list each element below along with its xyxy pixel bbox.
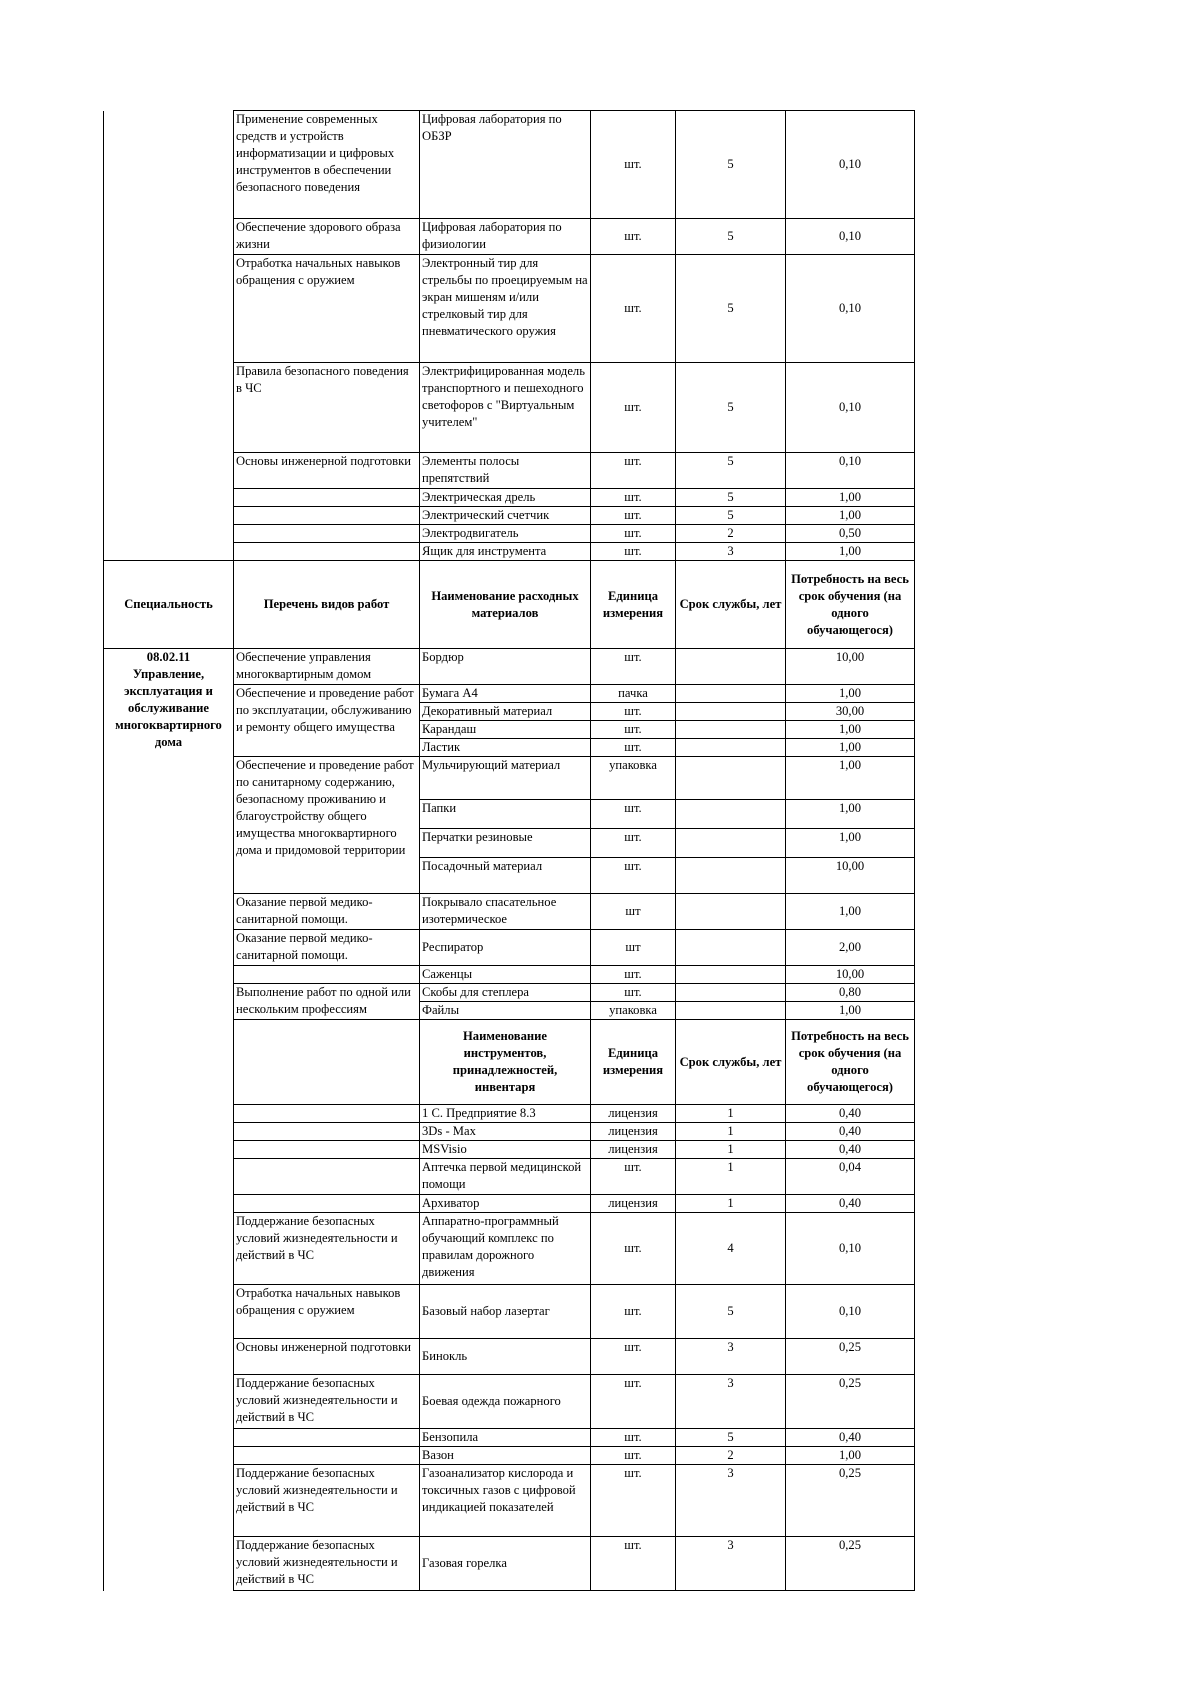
unit-cell: шт. — [591, 543, 676, 561]
item-cell: Электродвигатель — [420, 525, 591, 543]
life-cell — [676, 984, 786, 1002]
need-cell: 1,00 — [786, 739, 915, 757]
need-cell: 1,00 — [786, 543, 915, 561]
unit-cell: шт. — [591, 966, 676, 984]
need-cell: 0,10 — [786, 453, 915, 489]
unit-cell: шт. — [591, 984, 676, 1002]
work-cell: Правила безопасного поведения в ЧС — [234, 363, 420, 453]
unit-cell: шт. — [591, 858, 676, 894]
life-cell — [676, 829, 786, 858]
item-cell: 1 С. Предприятие 8.3 — [420, 1105, 591, 1123]
item-cell: Цифровая лаборатория по ОБЗР — [420, 111, 591, 219]
table-header-row — [104, 561, 915, 649]
header-tools-name: Наименование инструментов, принадлежностей, инвентаря — [420, 1020, 591, 1105]
life-cell: 5 — [676, 219, 786, 255]
work-cell: Оказание первой медико-санитарной помощи. — [234, 930, 420, 966]
work-cell: Обеспечение управления многоквартирным домом — [234, 649, 420, 685]
need-cell: 0,10 — [786, 1285, 915, 1339]
unit-cell: шт. — [591, 489, 676, 507]
work-cell: Отработка начальных навыков обращения с оружием — [234, 1285, 420, 1339]
need-cell: 0,25 — [786, 1465, 915, 1537]
item-cell: Декоративный материал — [420, 703, 591, 721]
work-cell — [234, 1195, 420, 1213]
item-cell: Ящик для инструмента — [420, 543, 591, 561]
item-cell: Перчатки резиновые — [420, 829, 591, 858]
item-cell: Электронный тир для стрельбы по проецируемым на экран мишеням и/или стрелковый тир для пневматического оружия — [420, 255, 591, 363]
work-cell — [234, 507, 420, 525]
unit-cell: шт — [591, 930, 676, 966]
work-cell — [234, 1159, 420, 1195]
need-cell: 0,10 — [786, 363, 915, 453]
work-cell — [234, 1123, 420, 1141]
item-cell: Бордюр — [420, 649, 591, 685]
item-cell: Покрывало спасательное изотермическое — [420, 894, 591, 930]
need-cell: 1,00 — [786, 757, 915, 800]
unit-cell: шт. — [591, 649, 676, 685]
item-cell: Боевая одежда пожарного — [420, 1375, 591, 1429]
work-cell — [234, 1429, 420, 1447]
item-cell: 3Ds - Max — [420, 1123, 591, 1141]
life-cell: 3 — [676, 1339, 786, 1375]
life-cell — [676, 800, 786, 829]
item-cell: Электрический счетчик — [420, 507, 591, 525]
unit-cell: лицензия — [591, 1105, 676, 1123]
life-cell — [676, 685, 786, 703]
need-cell: 1,00 — [786, 1447, 915, 1465]
life-cell: 5 — [676, 507, 786, 525]
life-cell — [676, 649, 786, 685]
work-cell: Выполнение работ по одной или нескольким профессиям — [234, 984, 420, 1020]
need-cell: 0,80 — [786, 984, 915, 1002]
item-cell: MSVisio — [420, 1141, 591, 1159]
unit-cell: шт. — [591, 829, 676, 858]
unit-cell: шт. — [591, 1159, 676, 1195]
unit-cell: шт. — [591, 703, 676, 721]
life-cell: 2 — [676, 1447, 786, 1465]
work-cell: Обеспечение и проведение работ по эксплуатации, обслуживанию и ремонту общего имущества — [234, 685, 420, 757]
life-cell — [676, 858, 786, 894]
need-cell: 1,00 — [786, 685, 915, 703]
life-cell: 5 — [676, 363, 786, 453]
item-cell: Цифровая лаборатория по физиологии — [420, 219, 591, 255]
equipment-table — [103, 110, 915, 1591]
need-cell: 0,40 — [786, 1141, 915, 1159]
work-cell — [234, 489, 420, 507]
item-cell: Архиватор — [420, 1195, 591, 1213]
item-cell: Посадочный материал — [420, 858, 591, 894]
unit-cell: шт. — [591, 1213, 676, 1285]
unit-cell: упаковка — [591, 757, 676, 800]
unit-cell: шт. — [591, 255, 676, 363]
item-cell: Базовый набор лазертаг — [420, 1285, 591, 1339]
work-cell — [234, 543, 420, 561]
unit-cell: шт. — [591, 219, 676, 255]
need-cell: 0,25 — [786, 1537, 915, 1591]
need-cell: 1,00 — [786, 489, 915, 507]
need-cell: 0,10 — [786, 1213, 915, 1285]
work-cell: Основы инженерной подготовки — [234, 453, 420, 489]
header-specialty: Специальность — [104, 561, 234, 649]
item-cell: Бинокль — [420, 1339, 591, 1375]
work-cell — [234, 1447, 420, 1465]
need-cell: 0,40 — [786, 1123, 915, 1141]
life-cell: 5 — [676, 489, 786, 507]
life-cell: 1 — [676, 1123, 786, 1141]
need-cell: 1,00 — [786, 829, 915, 858]
need-cell: 0,40 — [786, 1105, 915, 1123]
specialty-cell-empty — [104, 111, 234, 561]
item-cell: Аптечка первой медицинской помощи — [420, 1159, 591, 1195]
header-need: Потребность на весь срок обучения (на одного обучающегося) — [786, 561, 915, 649]
work-cell-empty — [234, 966, 420, 984]
item-cell: Электрическая дрель — [420, 489, 591, 507]
header-works-empty — [234, 1020, 420, 1105]
need-cell: 0,50 — [786, 525, 915, 543]
unit-cell: пачка — [591, 685, 676, 703]
item-cell: Саженцы — [420, 966, 591, 984]
life-cell — [676, 703, 786, 721]
life-cell — [676, 966, 786, 984]
unit-cell: шт — [591, 894, 676, 930]
need-cell: 10,00 — [786, 858, 915, 894]
work-cell: Оказание первой медико-санитарной помощи. — [234, 894, 420, 930]
table-row — [104, 111, 915, 219]
life-cell: 3 — [676, 1375, 786, 1429]
need-cell: 0,10 — [786, 219, 915, 255]
life-cell: 4 — [676, 1213, 786, 1285]
need-cell: 0,25 — [786, 1339, 915, 1375]
need-cell: 10,00 — [786, 966, 915, 984]
need-cell: 0,10 — [786, 255, 915, 363]
item-cell: Карандаш — [420, 721, 591, 739]
life-cell: 5 — [676, 111, 786, 219]
item-cell: Ластик — [420, 739, 591, 757]
item-cell: Газовая горелка — [420, 1537, 591, 1591]
life-cell: 1 — [676, 1159, 786, 1195]
unit-cell: шт. — [591, 525, 676, 543]
unit-cell: шт. — [591, 721, 676, 739]
unit-cell: шт. — [591, 1375, 676, 1429]
work-cell: Применение современных средств и устройств информатизации и цифровых инструментов в обеспечении безопасного поведения — [234, 111, 420, 219]
need-cell: 0,04 — [786, 1159, 915, 1195]
life-cell — [676, 757, 786, 800]
work-cell: Обеспечение и проведение работ по санитарному содержанию, безопасному проживанию и благоустройству общего имущества многоквартирного дома и придомовой территории — [234, 757, 420, 894]
work-cell: Поддержание безопасных условий жизнедеятельности и действий в ЧС — [234, 1375, 420, 1429]
work-cell: Поддержание безопасных условий жизнедеятельности и действий в ЧС — [234, 1465, 420, 1537]
table-row — [104, 649, 915, 685]
life-cell: 5 — [676, 255, 786, 363]
specialty-name: Управление, эксплуатация и обслуживание многоквартирного дома — [115, 667, 222, 749]
item-cell: Элементы полосы препятствий — [420, 453, 591, 489]
need-cell: 0,10 — [786, 111, 915, 219]
work-cell: Основы инженерной подготовки — [234, 1339, 420, 1375]
life-cell: 2 — [676, 525, 786, 543]
unit-cell: лицензия — [591, 1123, 676, 1141]
unit-cell: шт. — [591, 111, 676, 219]
item-cell: Электрифицированная модель транспортного и пешеходного светофоров с "Виртуальным учителем" — [420, 363, 591, 453]
specialty-code: 08.02.11 — [146, 650, 191, 664]
work-cell: Обеспечение здорового образа жизни — [234, 219, 420, 255]
life-cell: 5 — [676, 1285, 786, 1339]
unit-cell: шт. — [591, 363, 676, 453]
work-cell: Отработка начальных навыков обращения с оружием — [234, 255, 420, 363]
need-cell: 0,25 — [786, 1375, 915, 1429]
work-cell — [234, 525, 420, 543]
need-cell: 1,00 — [786, 894, 915, 930]
header-life: Срок службы, лет — [676, 1020, 786, 1105]
header-life: Срок службы, лет — [676, 561, 786, 649]
specialty-cell — [104, 649, 234, 1591]
header-consumables-name: Наименование расходных материалов — [420, 561, 591, 649]
header-need: Потребность на весь срок обучения (на одного обучающегося) — [786, 1020, 915, 1105]
unit-cell: шт. — [591, 1447, 676, 1465]
item-cell: Папки — [420, 800, 591, 829]
unit-cell: шт. — [591, 1339, 676, 1375]
life-cell — [676, 739, 786, 757]
need-cell: 1,00 — [786, 1002, 915, 1020]
unit-cell: шт. — [591, 1285, 676, 1339]
header-unit: Единица измерения — [591, 1020, 676, 1105]
life-cell: 1 — [676, 1105, 786, 1123]
item-cell: Вазон — [420, 1447, 591, 1465]
item-cell: Респиратор — [420, 930, 591, 966]
work-cell — [234, 1105, 420, 1123]
header-works: Перечень видов работ — [234, 561, 420, 649]
item-cell: Бензопила — [420, 1429, 591, 1447]
header-unit: Единица измерения — [591, 561, 676, 649]
need-cell: 10,00 — [786, 649, 915, 685]
need-cell: 1,00 — [786, 800, 915, 829]
work-cell — [234, 1141, 420, 1159]
life-cell: 3 — [676, 1465, 786, 1537]
life-cell — [676, 1002, 786, 1020]
unit-cell: лицензия — [591, 1195, 676, 1213]
item-cell: Аппаратно-программный обучающий комплекс по правилам дорожного движения — [420, 1213, 591, 1285]
life-cell: 3 — [676, 543, 786, 561]
unit-cell: шт. — [591, 739, 676, 757]
item-cell: Газоанализатор кислорода и токсичных газов с цифровой индикацией показателей — [420, 1465, 591, 1537]
item-cell: Мульчирующий материал — [420, 757, 591, 800]
unit-cell: шт. — [591, 1429, 676, 1447]
need-cell: 2,00 — [786, 930, 915, 966]
work-cell: Поддержание безопасных условий жизнедеятельности и действий в ЧС — [234, 1213, 420, 1285]
life-cell: 3 — [676, 1537, 786, 1591]
unit-cell: шт. — [591, 453, 676, 489]
unit-cell: лицензия — [591, 1141, 676, 1159]
need-cell: 0,40 — [786, 1195, 915, 1213]
unit-cell: шт. — [591, 507, 676, 525]
unit-cell: упаковка — [591, 1002, 676, 1020]
unit-cell: шт. — [591, 1537, 676, 1591]
life-cell — [676, 721, 786, 739]
life-cell — [676, 894, 786, 930]
need-cell: 0,40 — [786, 1429, 915, 1447]
need-cell: 1,00 — [786, 721, 915, 739]
life-cell: 1 — [676, 1195, 786, 1213]
need-cell: 1,00 — [786, 507, 915, 525]
work-cell: Поддержание безопасных условий жизнедеятельности и действий в ЧС — [234, 1537, 420, 1591]
unit-cell: шт. — [591, 800, 676, 829]
life-cell: 1 — [676, 1141, 786, 1159]
need-cell: 30,00 — [786, 703, 915, 721]
item-cell: Скобы для степлера — [420, 984, 591, 1002]
unit-cell: шт. — [591, 1465, 676, 1537]
life-cell — [676, 930, 786, 966]
life-cell: 5 — [676, 1429, 786, 1447]
item-cell: Файлы — [420, 1002, 591, 1020]
life-cell: 5 — [676, 453, 786, 489]
item-cell: Бумага А4 — [420, 685, 591, 703]
